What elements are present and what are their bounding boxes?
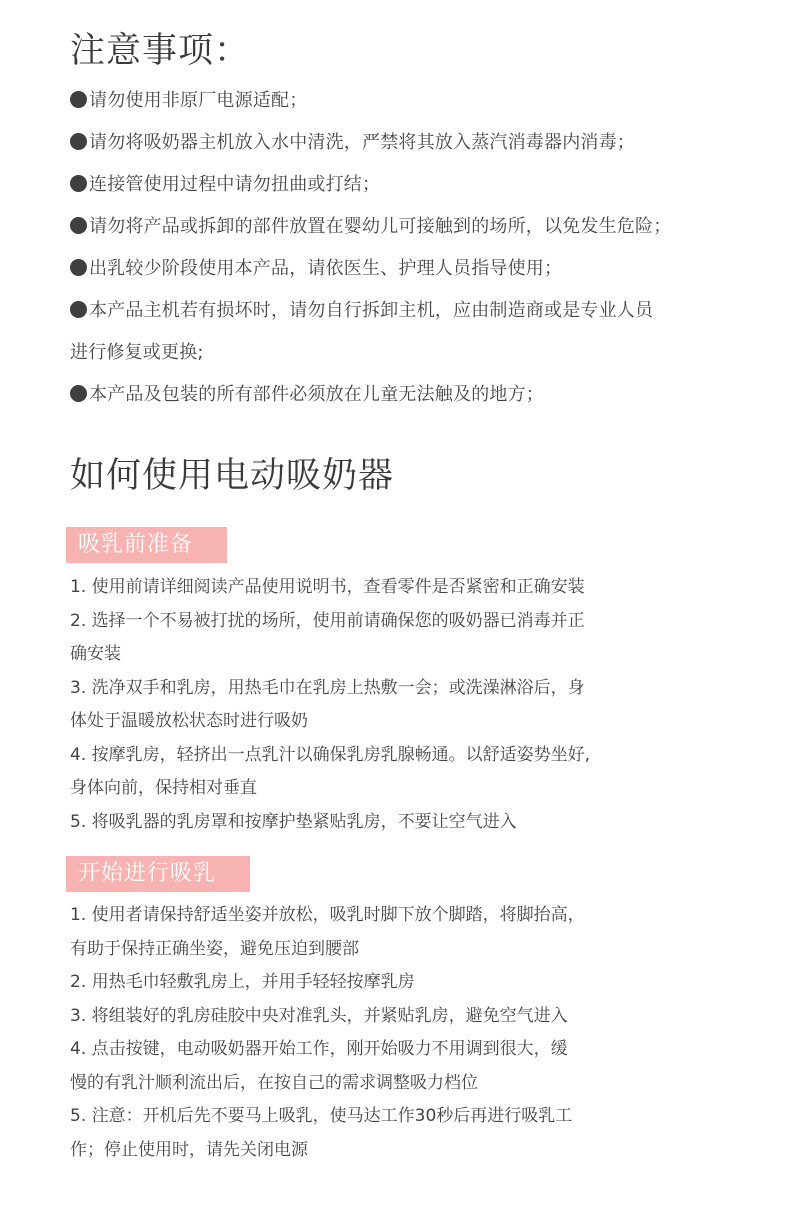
note-text: 请勿将产品或拆卸的部件放置在婴幼儿可接触到的场所，以免发生危险； [89, 216, 672, 237]
step-text: 5. 注意：开机后先不要马上吸乳，使马达工作30秒后再进行吸乳工 [70, 1106, 573, 1126]
bullet-dot-icon [70, 259, 87, 276]
note-item [70, 290, 760, 374]
note-text: 出乳较少阶段使用本产品，请依医生、护理人员指导使用； [89, 258, 563, 279]
step-text: 4. 按摩乳房，轻挤出一点乳汁以确保乳房乳腺畅通。以舒适姿势坐好, [70, 744, 591, 765]
howto-title: 如何使用电动吸奶器 [70, 456, 395, 496]
note-item [70, 80, 760, 122]
notes-list [70, 80, 760, 416]
note-text: 本产品及包装的所有部件必须放在儿童无法触及的地方； [89, 384, 544, 405]
bullet-dot-icon [70, 91, 87, 108]
bullet-dot-icon [70, 301, 87, 318]
step-text-continued: 体处于温暖放松状态时进行吸奶 [70, 711, 308, 731]
step-text-continued: 作；停止使用时，请先关闭电源 [70, 1139, 308, 1160]
notes-title: 注意事项： [70, 31, 251, 71]
step-text-continued: 确安装 [70, 644, 121, 664]
step-item [70, 672, 750, 739]
step-text: 2. 选择一个不易被打扰的场所，使用前请确保您的吸奶器已消毒并正 [70, 610, 585, 631]
step-item [70, 899, 750, 966]
step-item [70, 1100, 750, 1167]
step-item [70, 1033, 750, 1100]
step-text: 4. 点击按键，电动吸奶器开始工作，刚开始吸力不用调到很大，缓 [70, 1039, 568, 1059]
note-text: 请勿将吸奶器主机放入水中清洗，严禁将其放入蒸汽消毒器内消毒； [89, 132, 635, 153]
note-text-continued: 进行修复或更换; [70, 342, 204, 363]
bullet-dot-icon [70, 133, 87, 150]
note-item [70, 248, 760, 290]
before-steps-list [70, 571, 750, 839]
step-item [70, 806, 750, 840]
step-text: 1. 使用前请详细阅读产品使用说明书，查看零件是否紧密和正确安装 [70, 577, 585, 597]
step-item [70, 739, 750, 806]
bullet-dot-icon [70, 217, 87, 234]
step-text-continued: 慢的有乳汁顺利流出后，在按自己的需求调整吸力档位 [70, 1072, 478, 1093]
start-steps-list [70, 899, 750, 1167]
note-item [70, 122, 760, 164]
step-item [70, 1000, 750, 1034]
step-item [70, 571, 750, 605]
note-text: 请勿使用非原厂电源适配； [89, 90, 308, 111]
bullet-dot-icon [70, 385, 87, 402]
note-item [70, 374, 760, 416]
note-text: 连接管使用过程中请勿扭曲或打结； [89, 174, 381, 195]
bullet-dot-icon [70, 175, 87, 192]
step-text-continued: 有助于保持正确坐姿，避免压迫到腰部 [70, 938, 359, 959]
note-item [70, 206, 760, 248]
section-tag-start-pumping: 开始进行吸乳 [66, 856, 250, 892]
step-text-continued: 身体向前，保持相对垂直 [70, 778, 257, 798]
step-item [70, 605, 750, 672]
step-text: 5. 将吸乳器的乳房罩和按摩护垫紧贴乳房，不要让空气进入 [70, 811, 517, 832]
step-text: 1. 使用者请保持舒适坐姿并放松，吸乳时脚下放个脚踏，将脚抬高， [70, 905, 585, 925]
note-item [70, 164, 760, 206]
step-item [70, 966, 750, 1000]
note-text: 本产品主机若有损坏时，请勿自行拆卸主机，应由制造商或是专业人员 [89, 300, 654, 321]
section-tag-before-pumping: 吸乳前准备 [66, 527, 227, 563]
step-text: 3. 洗净双手和乳房，用热毛巾在乳房上热敷一会；或洗澡淋浴后，身 [70, 677, 585, 698]
step-text: 2. 用热毛巾轻敷乳房上，并用手轻轻按摩乳房 [70, 972, 415, 992]
step-text: 3. 将组装好的乳房硅胶中央对准乳头，并紧贴乳房，避免空气进入 [70, 1005, 568, 1026]
